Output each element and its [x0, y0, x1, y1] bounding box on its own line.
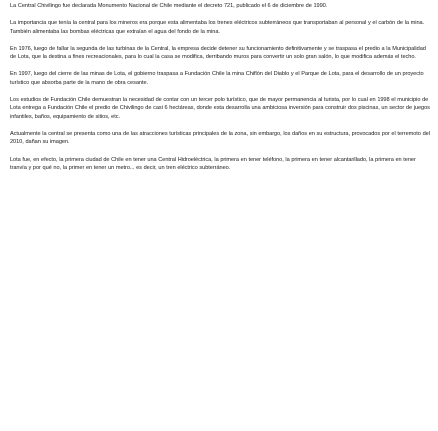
- paragraph-lota-firsts: Lota fue, en efecto, la primera ciudad de Chile en tener una Central Hidroeléctrica, la primera en tener teléfono, la primera en tener alcantarillado, la primera en tener tranvía y por qué no, la primer en tener un metro... es decir, un tren eléctrico subterráneo.: [10, 156, 416, 172]
- paragraph-1997: En 1997, luego del cierre de las minas de Lota, el gobierno traspasa a Fundación Chile la mina Chiflón del Diablo y el Parque de Lota, para el desarrollo de un proyecto turístico que absorba parte de la mano de obra cesante.: [10, 71, 424, 86]
- paragraph-importance: La importancia que tenía la central para los mineros era porque esta alimentaba los trenes eléctricos subterráneos que transportaban al personal y el carbón de la mina. También alimentaba las bombas eléctricas que extraían el agua del fondo de la mina.: [10, 20, 425, 35]
- document-body: [10, 2, 430, 181]
- paragraph-current: Actualmente la central se presenta como una de las atracciones turísticas principales de la zona, sin embargo, los daños en su estructura, provocados por el terremoto del 2010, dañan su imagen.: [10, 130, 430, 146]
- paragraph-1976: En 1976, luego de fallar la segunda de las turbinas de la Central, la empresa decide detener su funcionamiento definitivamente y se traspasa el predio a la Municipalidad de Lota, que la destina a fines recreacionales, para lo cual la casa se modifica, derribando muros para convertir un solo gran salón, lo que modifica además el techo.: [10, 45, 426, 61]
- paragraph-studies: Los estudios de Fundación Chile demuestran la necesidad de contar con un tercer polo turístico, que de mayor permanencia al turista, por lo cual en 1998 el municipio de Lota entrega a Fundación Chile el predio de Chivilingo de casi 6 hectáreas, donde esta desarrolla una ambiciosa inversión para construir dos piscinas, un sector de juegos infantiles, baños, equipamiento de sitios, etc.: [10, 96, 430, 120]
- paragraph-declaration: La Central Chivilingo fue declarada Monumento Nacional de Chile mediante el decreto 721, publicado el 6 de diciembre de 1990.: [10, 3, 328, 9]
